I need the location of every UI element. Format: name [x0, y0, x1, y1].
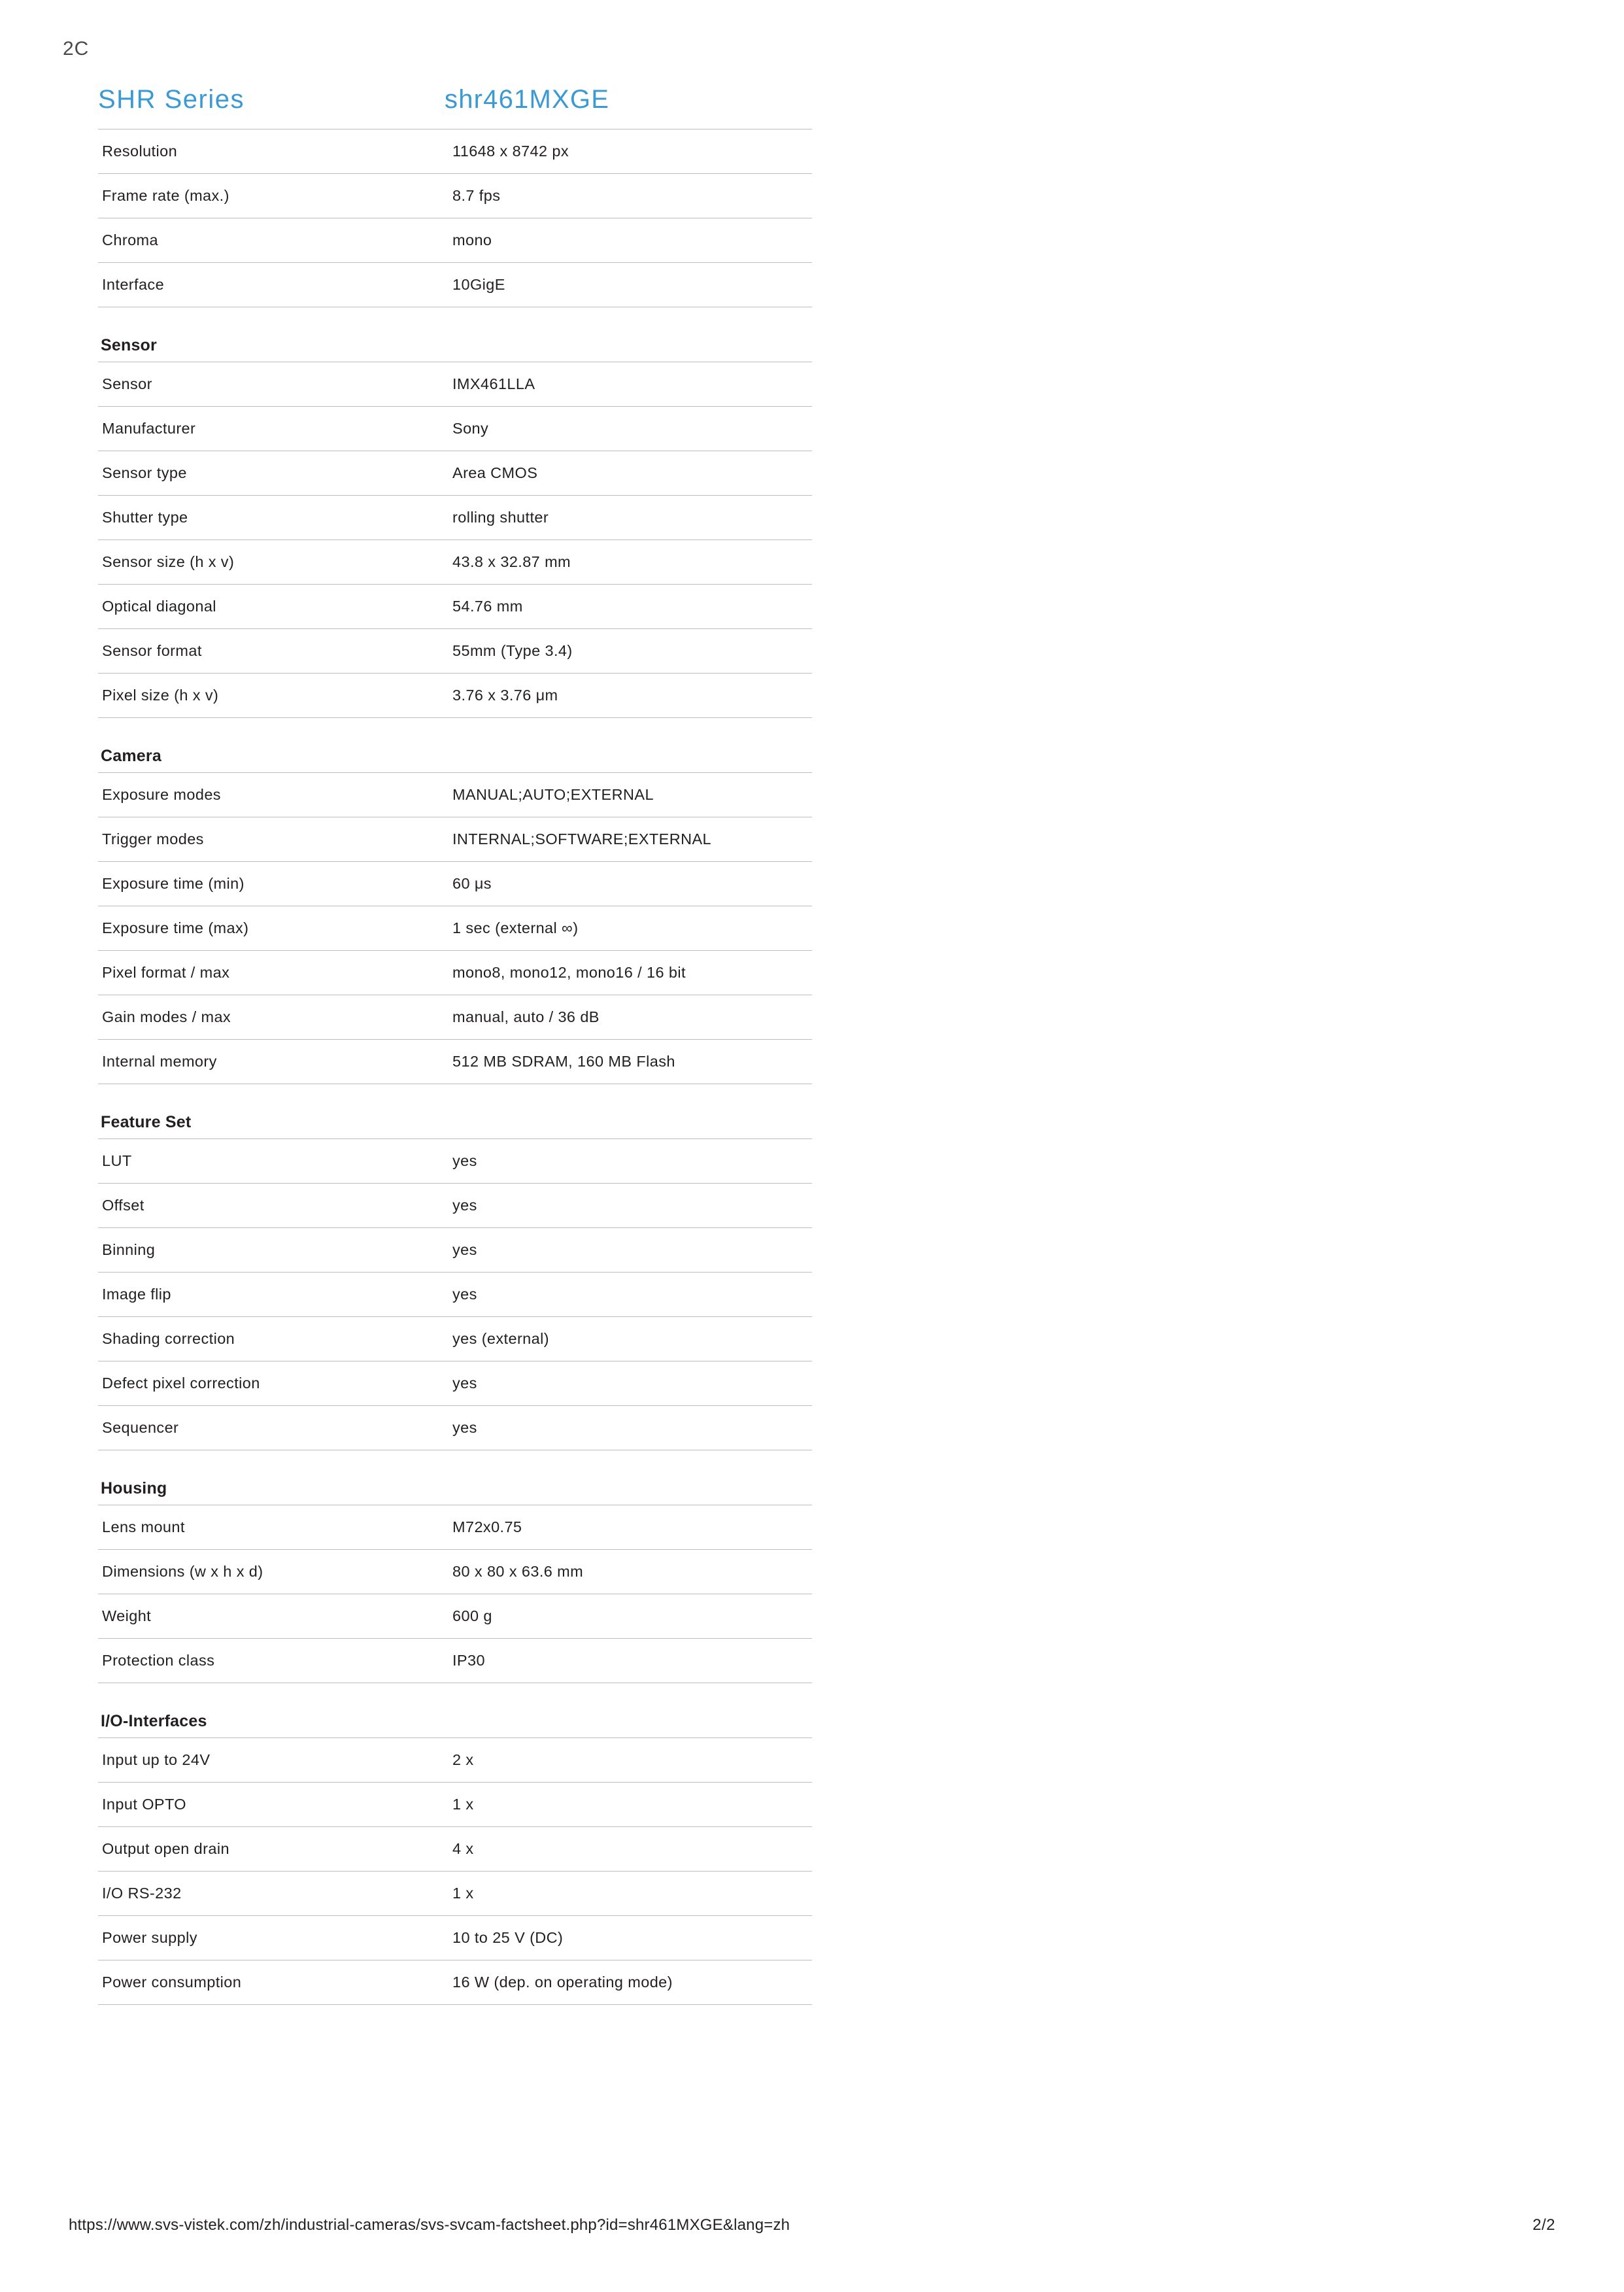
spec-label: Frame rate (max.) [98, 174, 448, 218]
spec-label: Defect pixel correction [98, 1361, 448, 1406]
table-row [98, 1184, 812, 1228]
model-title: shr461MXGE [445, 85, 610, 114]
spec-label: LUT [98, 1139, 448, 1184]
table-row [98, 407, 812, 451]
spec-value: Area CMOS [448, 451, 812, 496]
spec-label: Power consumption [98, 1960, 448, 2005]
footer-url[interactable]: https://www.svs-vistek.com/zh/industrial-cameras/svs-svcam-factsheet.php?id=shr461MXGE&lang=zh [69, 2216, 790, 2234]
spec-value: 1 x [448, 1783, 812, 1827]
table-row [98, 1317, 812, 1361]
spec-value: yes [448, 1361, 812, 1406]
spec-value: yes (external) [448, 1317, 812, 1361]
table-row [98, 1960, 812, 2005]
corner-mark: 2C [63, 38, 90, 60]
spec-label: Sensor type [98, 451, 448, 496]
spec-value: 8.7 fps [448, 174, 812, 218]
spec-value: M72x0.75 [448, 1505, 812, 1550]
spec-label: Sequencer [98, 1406, 448, 1450]
spec-value: Sony [448, 407, 812, 451]
spec-value: 11648 x 8742 px [448, 129, 812, 174]
table-row [98, 1228, 812, 1273]
table-row [98, 1827, 812, 1872]
table-row [98, 174, 812, 218]
table-row [98, 218, 812, 263]
table-row [98, 362, 812, 407]
spec-table [98, 772, 812, 1084]
section-heading: Camera [101, 747, 161, 765]
spec-sections [98, 129, 804, 2005]
table-row [98, 862, 812, 906]
spec-label: Pixel format / max [98, 951, 448, 995]
spec-label: Internal memory [98, 1040, 448, 1084]
table-row [98, 951, 812, 995]
spec-label: Power supply [98, 1916, 448, 1960]
spec-label: Pixel size (h x v) [98, 674, 448, 718]
spec-value: manual, auto / 36 dB [448, 995, 812, 1040]
spec-value: mono [448, 218, 812, 263]
section-heading: Housing [101, 1479, 167, 1497]
table-row [98, 496, 812, 540]
spec-value: 60 μs [448, 862, 812, 906]
section-heading: I/O-Interfaces [101, 1712, 207, 1730]
spec-label: Lens mount [98, 1505, 448, 1550]
spec-label: Manufacturer [98, 407, 448, 451]
table-row [98, 540, 812, 585]
table-row [98, 817, 812, 862]
table-row [98, 1872, 812, 1916]
spec-label: Weight [98, 1594, 448, 1639]
spec-table [98, 1138, 812, 1450]
spec-label: Shutter type [98, 496, 448, 540]
table-row [98, 1639, 812, 1683]
spec-label: Exposure time (min) [98, 862, 448, 906]
spec-label: Chroma [98, 218, 448, 263]
spec-label: Dimensions (w x h x d) [98, 1550, 448, 1594]
table-row [98, 451, 812, 496]
spec-table [98, 362, 812, 718]
spec-value: 4 x [448, 1827, 812, 1872]
spec-label: Output open drain [98, 1827, 448, 1872]
spec-label: Interface [98, 263, 448, 307]
spec-label: Optical diagonal [98, 585, 448, 629]
document-content [98, 85, 804, 2005]
spec-label: Sensor format [98, 629, 448, 674]
spec-value: 16 W (dep. on operating mode) [448, 1960, 812, 2005]
spec-value: 512 MB SDRAM, 160 MB Flash [448, 1040, 812, 1084]
spec-value: yes [448, 1228, 812, 1273]
spec-value: yes [448, 1139, 812, 1184]
spec-label: Sensor [98, 362, 448, 407]
spec-table [98, 1737, 812, 2005]
spec-value: 55mm (Type 3.4) [448, 629, 812, 674]
spec-label: Sensor size (h x v) [98, 540, 448, 585]
document-header [98, 85, 804, 129]
spec-value: mono8, mono12, mono16 / 16 bit [448, 951, 812, 995]
spec-value: yes [448, 1273, 812, 1317]
spec-value: yes [448, 1184, 812, 1228]
spec-label: Exposure modes [98, 773, 448, 817]
table-row [98, 585, 812, 629]
spec-label: Protection class [98, 1639, 448, 1683]
spec-value: 3.76 x 3.76 μm [448, 674, 812, 718]
spec-label: Gain modes / max [98, 995, 448, 1040]
spec-value: MANUAL;AUTO;EXTERNAL [448, 773, 812, 817]
spec-label: Trigger modes [98, 817, 448, 862]
spec-value: 2 x [448, 1738, 812, 1783]
spec-label: I/O RS-232 [98, 1872, 448, 1916]
spec-value: 1 sec (external ∞) [448, 906, 812, 951]
table-row [98, 906, 812, 951]
spec-value: 80 x 80 x 63.6 mm [448, 1550, 812, 1594]
spec-value: yes [448, 1406, 812, 1450]
table-row [98, 1273, 812, 1317]
table-row [98, 1550, 812, 1594]
table-row [98, 674, 812, 718]
table-row [98, 629, 812, 674]
spec-value: 43.8 x 32.87 mm [448, 540, 812, 585]
spec-label: Exposure time (max) [98, 906, 448, 951]
spec-label: Shading correction [98, 1317, 448, 1361]
spec-label: Binning [98, 1228, 448, 1273]
spec-value: rolling shutter [448, 496, 812, 540]
spec-value: INTERNAL;SOFTWARE;EXTERNAL [448, 817, 812, 862]
table-row [98, 1783, 812, 1827]
spec-label: Image flip [98, 1273, 448, 1317]
section-heading: Feature Set [101, 1113, 192, 1131]
table-row [98, 995, 812, 1040]
series-title: SHR Series [98, 85, 245, 114]
table-row [98, 1594, 812, 1639]
table-row [98, 1361, 812, 1406]
table-row [98, 1505, 812, 1550]
spec-label: Input up to 24V [98, 1738, 448, 1783]
table-row [98, 1040, 812, 1084]
spec-value: 10 to 25 V (DC) [448, 1916, 812, 1960]
table-row [98, 129, 812, 174]
spec-value: IP30 [448, 1639, 812, 1683]
spec-label: Offset [98, 1184, 448, 1228]
spec-label: Input OPTO [98, 1783, 448, 1827]
spec-value: 54.76 mm [448, 585, 812, 629]
spec-value: 600 g [448, 1594, 812, 1639]
table-row [98, 773, 812, 817]
spec-value: 10GigE [448, 263, 812, 307]
table-row [98, 263, 812, 307]
spec-table [98, 129, 812, 307]
table-row [98, 1139, 812, 1184]
spec-label: Resolution [98, 129, 448, 174]
section-heading: Sensor [101, 336, 157, 354]
page-footer [69, 2216, 1555, 2234]
table-row [98, 1916, 812, 1960]
spec-value: IMX461LLA [448, 362, 812, 407]
footer-page-number: 2/2 [1532, 2216, 1555, 2234]
spec-table [98, 1505, 812, 1683]
spec-value: 1 x [448, 1872, 812, 1916]
table-row [98, 1406, 812, 1450]
table-row [98, 1738, 812, 1783]
